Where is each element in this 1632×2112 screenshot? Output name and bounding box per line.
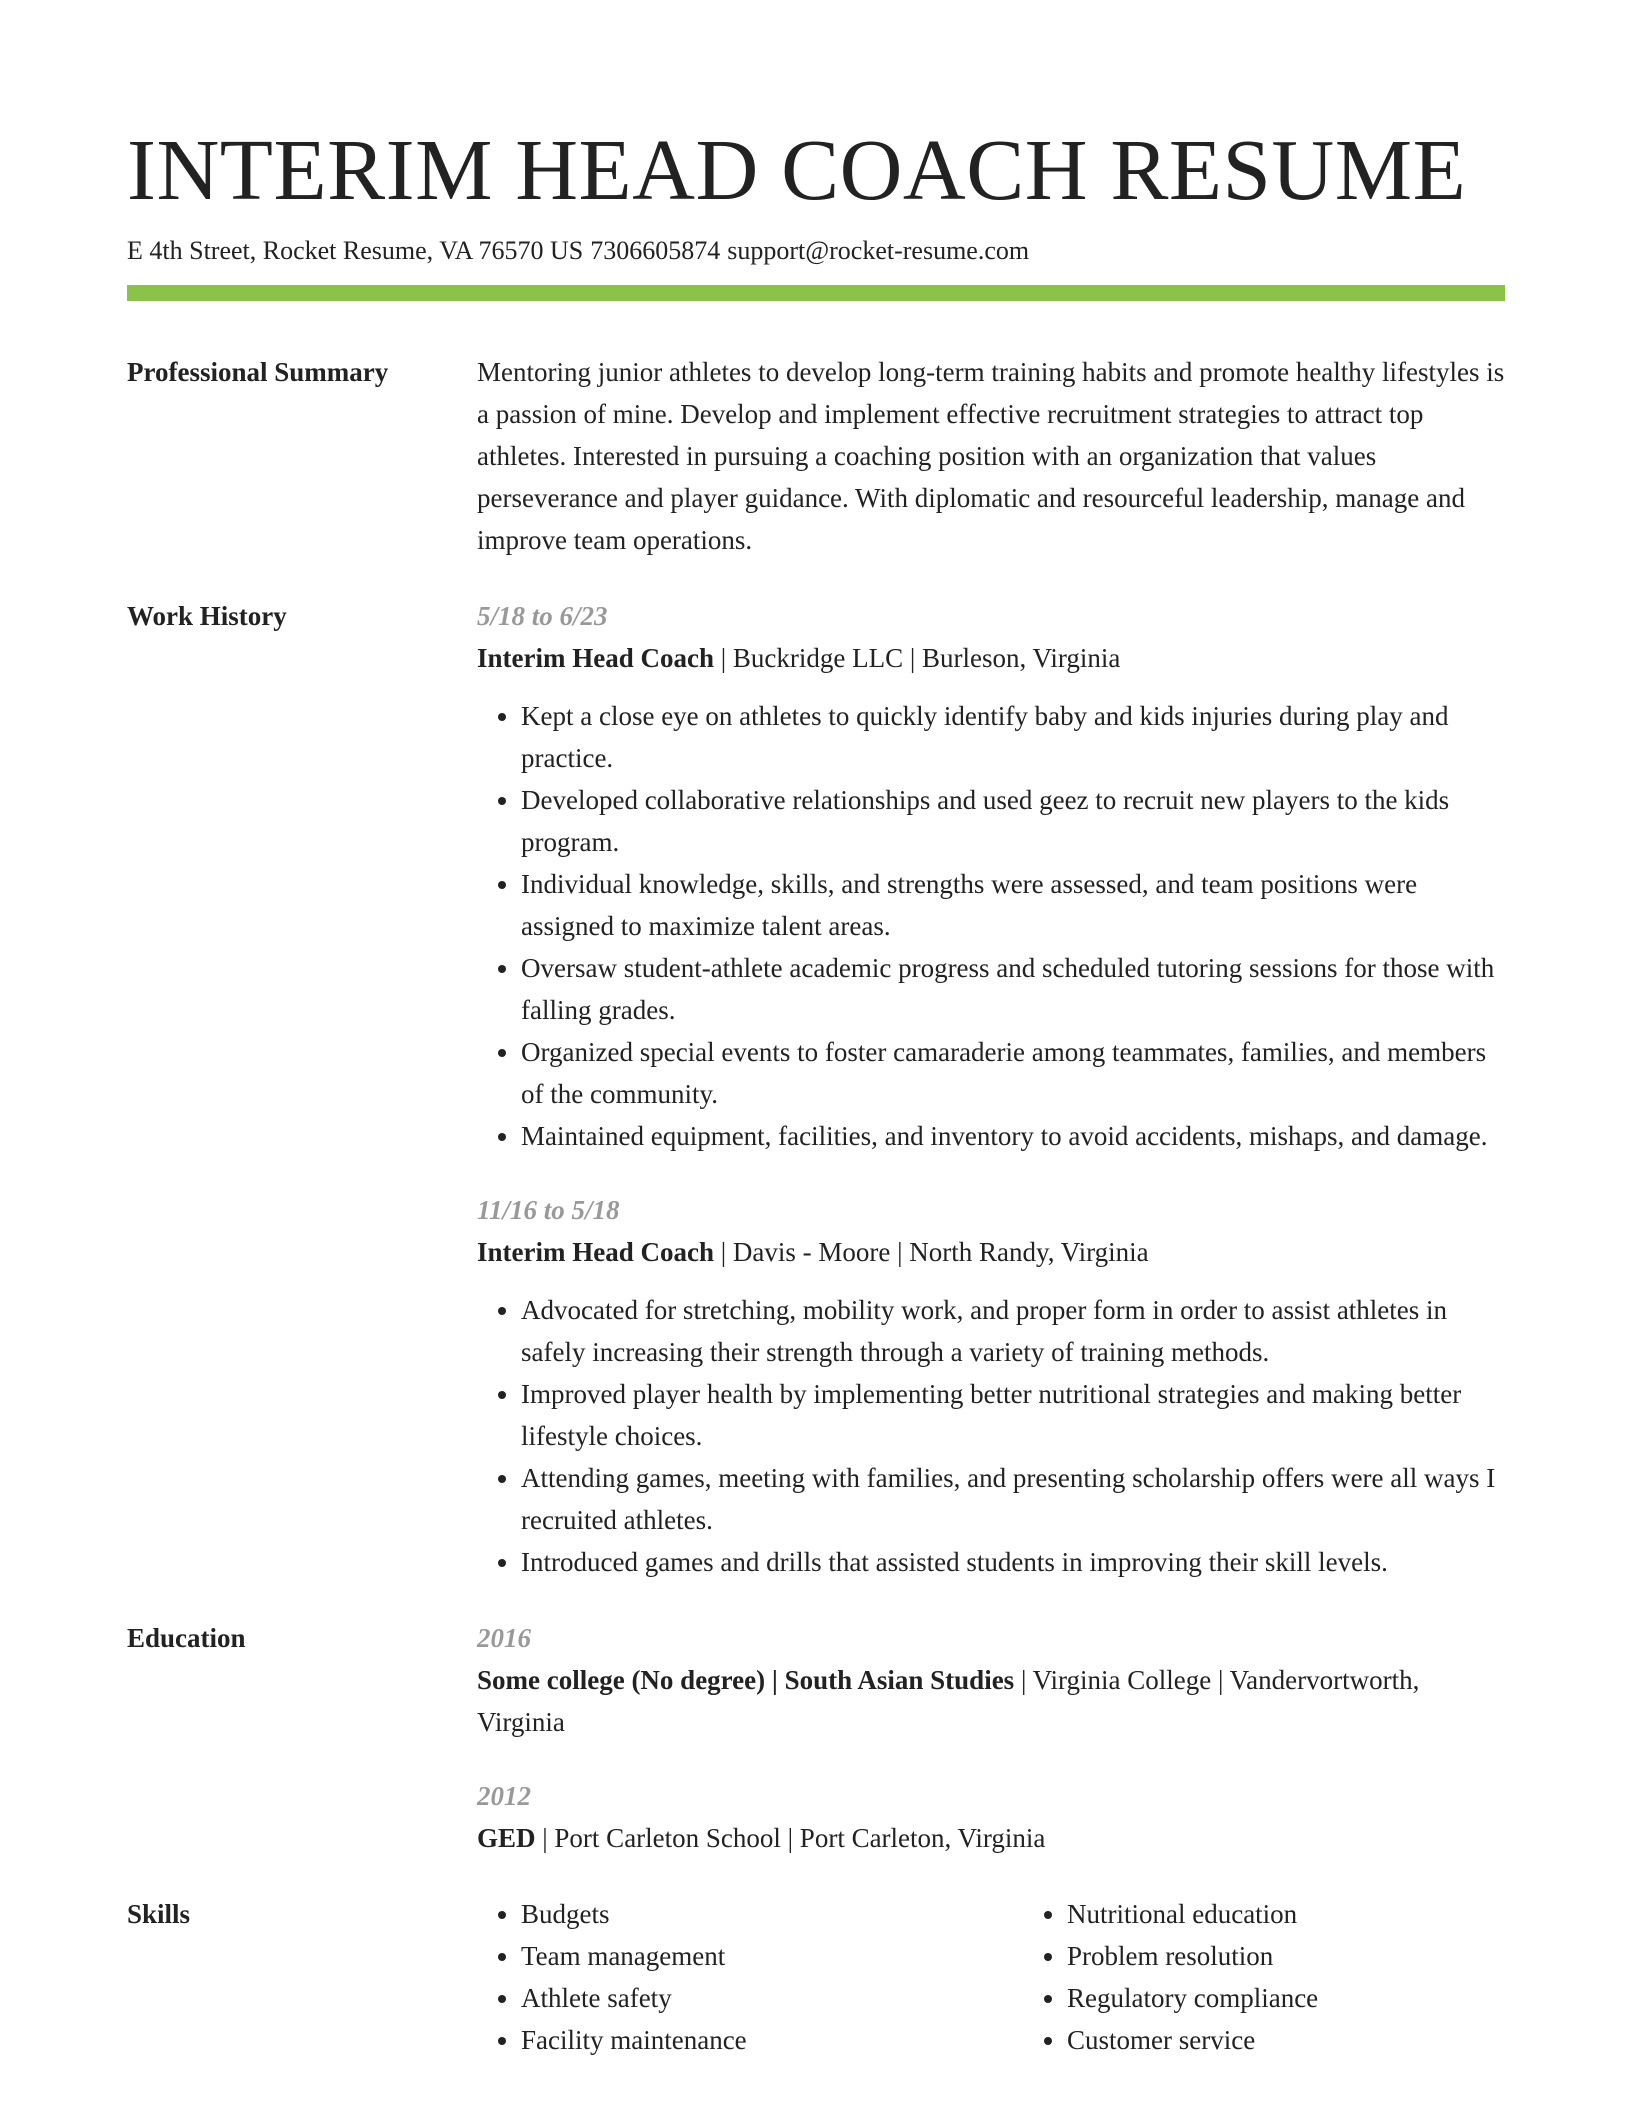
skill-item: • Facility maintenance — [521, 2019, 1023, 2061]
job-entry — [477, 1189, 1505, 1583]
skill-item: • Customer service — [1067, 2019, 1569, 2061]
contact-line — [127, 233, 1505, 269]
job-bullets — [477, 1289, 1505, 1583]
education-year: 2012 — [477, 1781, 531, 1811]
summary-text: Mentoring junior athletes to develop long-term training habits and promote healthy lifestyles is a passion of mine. Develop and implement effective recruitment strategies to attract top athletes. Interested in pursuing a coaching position with an organization that values perseverance and player guidance. With diplomatic and resourceful leadership, manage and improve team operations. — [477, 357, 1505, 555]
job-dates: 11/16 to 5/18 — [477, 1195, 620, 1225]
education-degree: Some college (No degree) | South Asian Studies — [477, 1665, 1015, 1695]
page-title: INTERIM HEAD COACH RESUME — [127, 121, 1467, 218]
job-bullet: • Developed collaborative relationships and used geez to recruit new players to the kids program. — [521, 779, 1505, 863]
job-bullets — [477, 695, 1505, 1157]
accent-divider — [127, 285, 1505, 301]
skill-item: • Nutritional education — [1067, 1893, 1569, 1935]
skill-item: • Problem resolution — [1067, 1935, 1569, 1977]
skill-item: • Regulatory compliance — [1067, 1977, 1569, 2019]
job-title: Interim Head Coach — [477, 1237, 714, 1267]
work-history-body — [477, 595, 1505, 1583]
education-label: Education — [127, 1623, 246, 1653]
contact-phone: 7306605874 — [590, 236, 721, 265]
job-bullet: • Individual knowledge, skills, and strengths were assessed, and team positions were assigned to maximize talent areas. — [521, 863, 1505, 947]
job-details: | Davis - Moore | North Randy, Virginia — [713, 1237, 1149, 1267]
work-history-label: Work History — [127, 601, 287, 631]
job-bullet: • Advocated for stretching, mobility work, and proper form in order to assist athletes in safely increasing their strength through a variety of training methods. — [521, 1289, 1505, 1373]
job-title: Interim Head Coach — [477, 643, 714, 673]
skill-item: • Budgets — [521, 1893, 1023, 1935]
job-bullet: • Oversaw student-athlete academic progress and scheduled tutoring sessions for those with falling grades. — [521, 947, 1505, 1031]
education-heading — [477, 1817, 1505, 1859]
skills-grid — [477, 1893, 1569, 2061]
skills-section — [127, 1893, 1505, 2061]
job-bullet: • Organized special events to foster camaraderie among teammates, families, and members of the community. — [521, 1031, 1505, 1115]
job-bullet: • Attending games, meeting with families, and presenting scholarship offers were all ways I recruited athletes. — [521, 1457, 1505, 1541]
job-dates: 5/18 to 6/23 — [477, 601, 608, 631]
skill-item: • Team management — [521, 1935, 1023, 1977]
contact-address: E 4th Street, Rocket Resume, VA 76570 US — [127, 236, 584, 265]
job-bullet: • Introduced games and drills that assisted students in improving their skill levels. — [521, 1541, 1505, 1583]
skill-item: • Athlete safety — [521, 1977, 1023, 2019]
skills-list-left — [477, 1893, 1023, 2061]
education-body — [477, 1617, 1505, 1859]
education-degree: GED — [477, 1823, 536, 1853]
education-entry — [477, 1617, 1505, 1743]
contact-email: support@rocket-resume.com — [727, 236, 1030, 265]
education-heading — [477, 1659, 1505, 1743]
summary-section — [127, 351, 1505, 561]
skills-label: Skills — [127, 1899, 191, 1929]
summary-label: Professional Summary — [127, 357, 389, 387]
work-history-section — [127, 595, 1505, 1583]
education-section — [127, 1617, 1505, 1859]
job-heading — [477, 637, 1505, 679]
education-details: | Port Carleton School | Port Carleton, Virginia — [535, 1823, 1046, 1853]
job-bullet: • Improved player health by implementing better nutritional strategies and making better lifestyle choices. — [521, 1373, 1505, 1457]
education-year: 2016 — [477, 1623, 531, 1653]
education-details: | Virginia College | Vandervortworth, Virginia — [477, 1665, 1420, 1737]
education-entry — [477, 1775, 1505, 1859]
job-heading — [477, 1231, 1505, 1273]
job-bullet: • Kept a close eye on athletes to quickly identify baby and kids injuries during play and practice. — [521, 695, 1505, 779]
job-details: | Buckridge LLC | Burleson, Virginia — [713, 643, 1121, 673]
skills-list-right — [1023, 1893, 1569, 2061]
job-entry — [477, 595, 1505, 1157]
job-bullet: • Maintained equipment, facilities, and inventory to avoid accidents, mishaps, and damage. — [521, 1115, 1505, 1157]
